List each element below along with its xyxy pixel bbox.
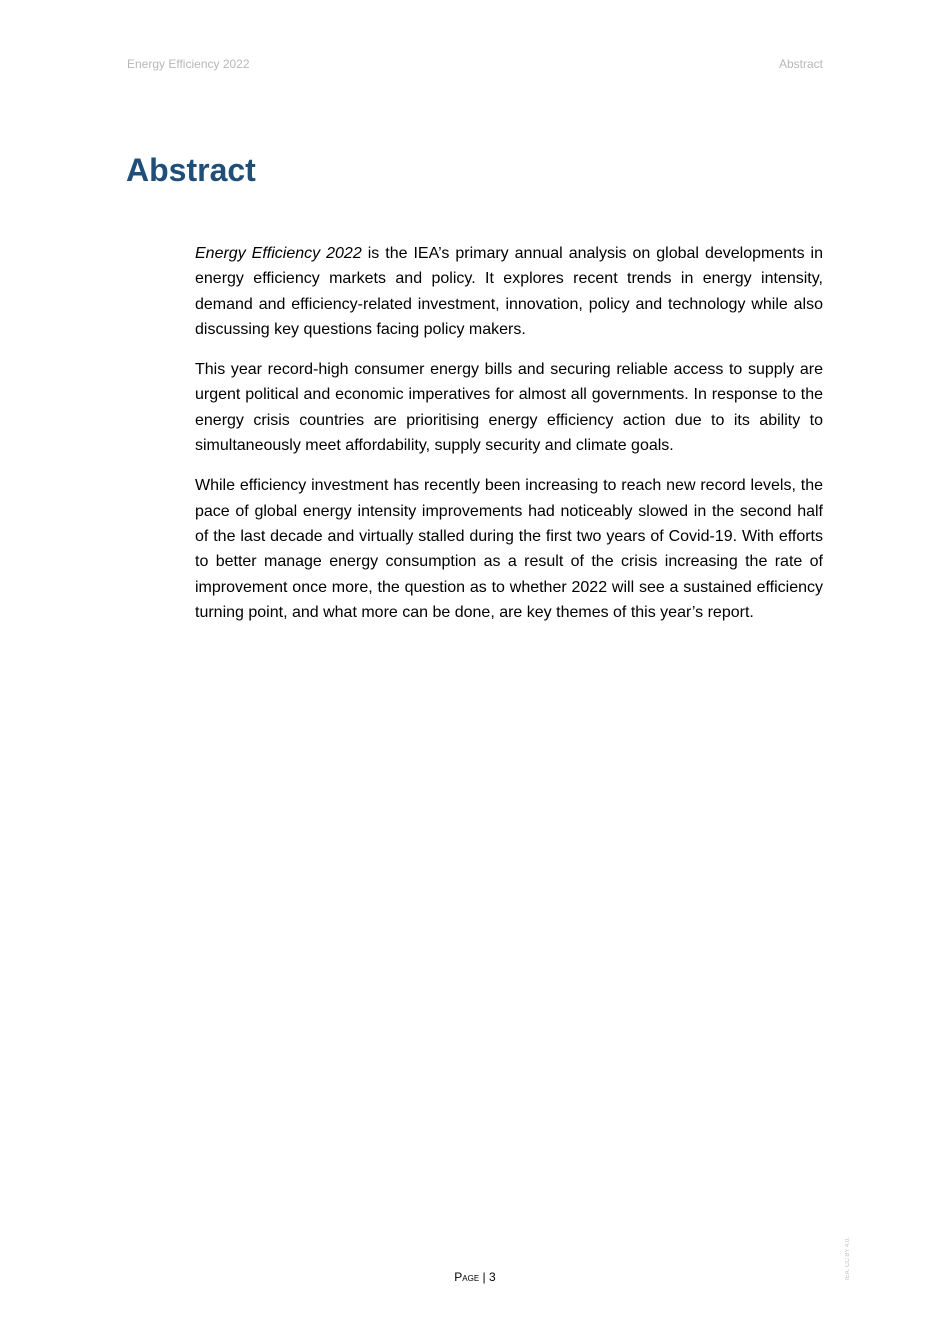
page-label: Page xyxy=(454,1270,480,1284)
page-separator: | xyxy=(479,1270,489,1284)
page-footer xyxy=(0,1270,950,1284)
abstract-body xyxy=(195,241,823,640)
page-title: Abstract xyxy=(126,152,256,188)
paragraph-1 xyxy=(195,241,823,342)
paragraph-2: This year record-high consumer energy bills and securing reliable access to supply are urgent political and economic imperatives for almost all governments. In response to the energy crisis countries are prioritising energy efficiency action due to its ability to simultaneously meet affordability, supply security and climate goals. xyxy=(195,361,823,455)
running-header xyxy=(127,57,823,73)
report-title-italic: Energy Efficiency 2022 xyxy=(195,245,362,262)
header-section-title: Abstract xyxy=(778,57,823,71)
paragraph-1-text: is the IEA’s primary annual analysis on global developments in energy efficiency markets and policy. It explores recent trends in energy intensity, demand and efficiency-related investment, innovation, policy and technology while also discussing key questions facing policy makers. xyxy=(195,245,823,338)
page-number: 3 xyxy=(489,1270,496,1284)
license-watermark: IEA. CC BY 4.0. xyxy=(845,1237,851,1280)
header-document-title: Energy Efficiency 2022 xyxy=(127,57,250,71)
paragraph-3: While efficiency investment has recently been increasing to reach new record levels, the pace of global energy intensity improvements had noticeably slowed in the second half of the last decade and virtually stalled during the first two years of Covid-19. With efforts to better manage energy consumption as a result of the crisis increasing the rate of improvement once more, the question as to whether 2022 will see a sustained efficiency turning point, and what more can be done, are key themes of this year’s report. xyxy=(195,477,823,621)
